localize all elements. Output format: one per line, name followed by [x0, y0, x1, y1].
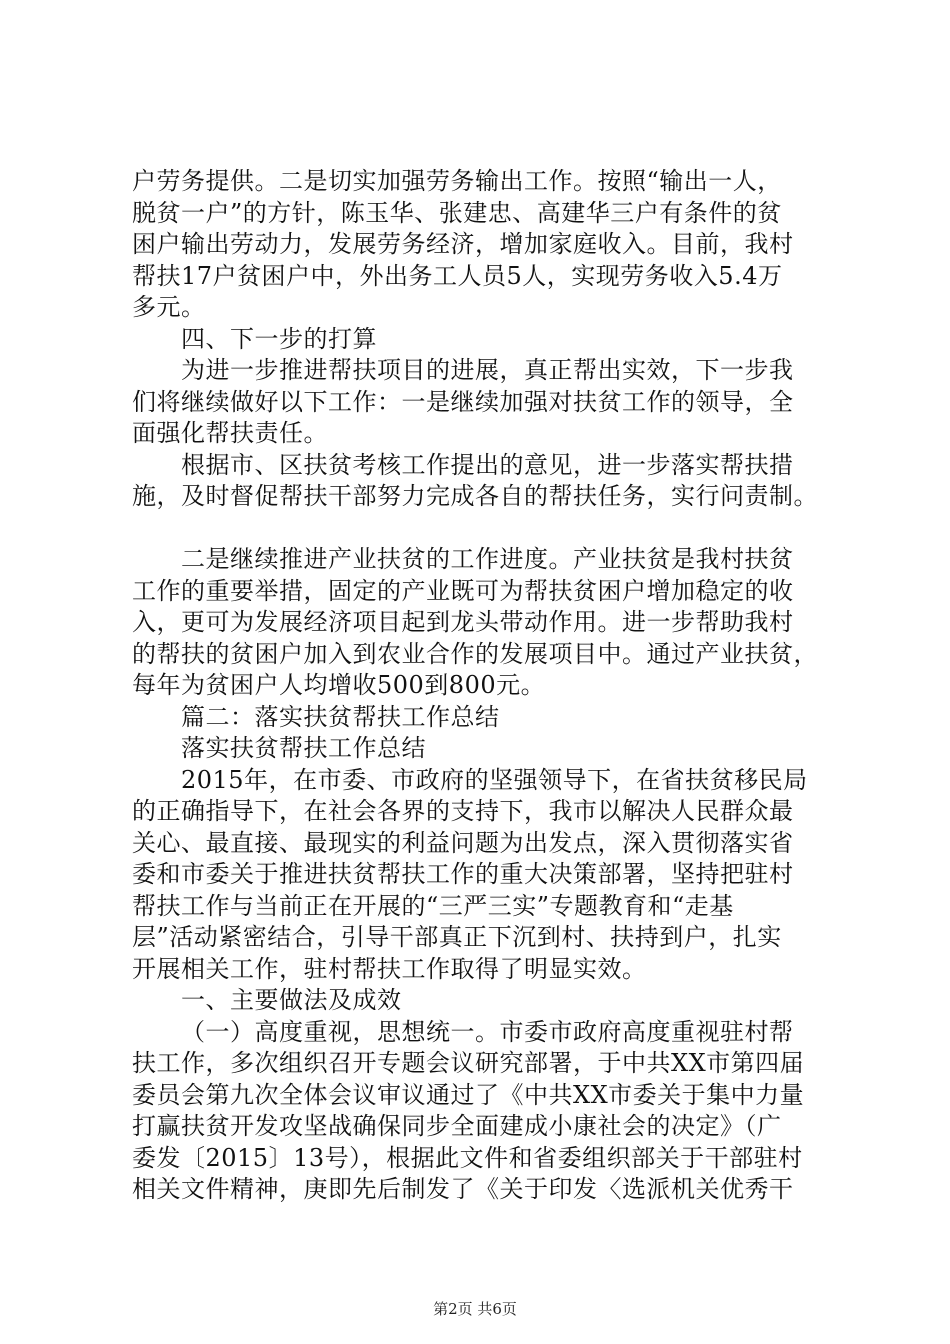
text-line: 关心、最直接、最现实的利益问题为出发点，深入贯彻落实省: [132, 828, 794, 857]
text-line: 相关文件精神，庚即先后制发了《关于印发〈选派机关优秀干: [132, 1175, 794, 1203]
section-heading: 一、主要做法及成效: [181, 986, 402, 1014]
text-line: 困户输出劳动力，发展劳务经济，增加家庭收入。目前，我村: [132, 230, 794, 258]
paragraph-gap: [132, 513, 852, 545]
text-line: 的帮扶的贫困户加入到农业合作的发展项目中。通过产业扶贫，: [132, 639, 818, 668]
text-line: 打赢扶贫开发攻坚战确保同步全面建成小康社会的决定》（广: [132, 1112, 782, 1140]
article-title: 落实扶贫帮扶工作总结: [181, 734, 426, 762]
text-line: 层”活动紧密结合，引导干部真正下沉到村、扶持到户，扎实: [132, 923, 782, 951]
text-line: 的正确指导下，在社会各界的支持下，我市以解决人民群众最: [132, 797, 794, 825]
page-number-footer: 第2页 共6页: [433, 1300, 517, 1318]
section-heading: 四、下一步的打算: [181, 324, 377, 353]
text-line: 扶工作，多次组织召开专题会议研究部署，于中共XX市第四届: [132, 1049, 805, 1077]
text-line: 2015年，在市委、市政府的坚强领导下，在省扶贫移民局: [181, 765, 808, 794]
text-line: 脱贫一户”的方针，陈玉华、张建忠、高建华三户有条件的贫: [132, 198, 782, 227]
text-line: 委和市委关于推进扶贫帮扶工作的重大决策部署，坚持把驻村: [132, 860, 794, 888]
text-line: 二是继续推进产业扶贫的工作进度。产业扶贫是我村扶贫: [181, 545, 794, 573]
text-line: 委员会第九次全体会议审议通过了《中共XX市委关于集中力量: [132, 1080, 805, 1109]
text-line: 施，及时督促帮扶干部努力完成各自的帮扶任务，实行问责制。: [132, 482, 818, 510]
text-line: 每年为贫困户人均增收500到800元。: [132, 671, 546, 699]
text-line: 帮扶17户贫困户中，外出务工人员5人，实现劳务收入5.4万: [132, 261, 783, 290]
text-line: 入，更可为发展经济项目起到龙头带动作用。进一步帮助我村: [132, 608, 794, 636]
text-line: （一）高度重视，思想统一。市委市政府高度重视驻村帮: [181, 1017, 794, 1046]
article-heading: 篇二：落实扶贫帮扶工作总结: [181, 702, 500, 731]
text-line: 多元。: [132, 293, 206, 321]
text-line: 为进一步推进帮扶项目的进展，真正帮出实效，下一步我: [181, 356, 794, 384]
text-line: 工作的重要举措，固定的产业既可为帮扶贫困户增加稳定的收: [132, 576, 794, 605]
text-line: 们将继续做好以下工作：一是继续加强对扶贫工作的领导，全: [132, 387, 794, 416]
text-line: 开展相关工作，驻村帮扶工作取得了明显实效。: [132, 954, 647, 983]
text-line: 户劳务提供。二是切实加强劳务输出工作。按照“输出一人，: [132, 167, 782, 195]
text-line: 委发〔2015〕13号），根据此文件和省委组织部关于干部驻村: [132, 1143, 803, 1172]
text-line: 面强化帮扶责任。: [132, 419, 328, 447]
document-body: [132, 166, 852, 1206]
text-line: 帮扶工作与当前正在开展的“三严三实”专题教育和“走基: [132, 891, 734, 920]
text-line: 根据市、区扶贫考核工作提出的意见，进一步落实帮扶措: [181, 450, 794, 479]
